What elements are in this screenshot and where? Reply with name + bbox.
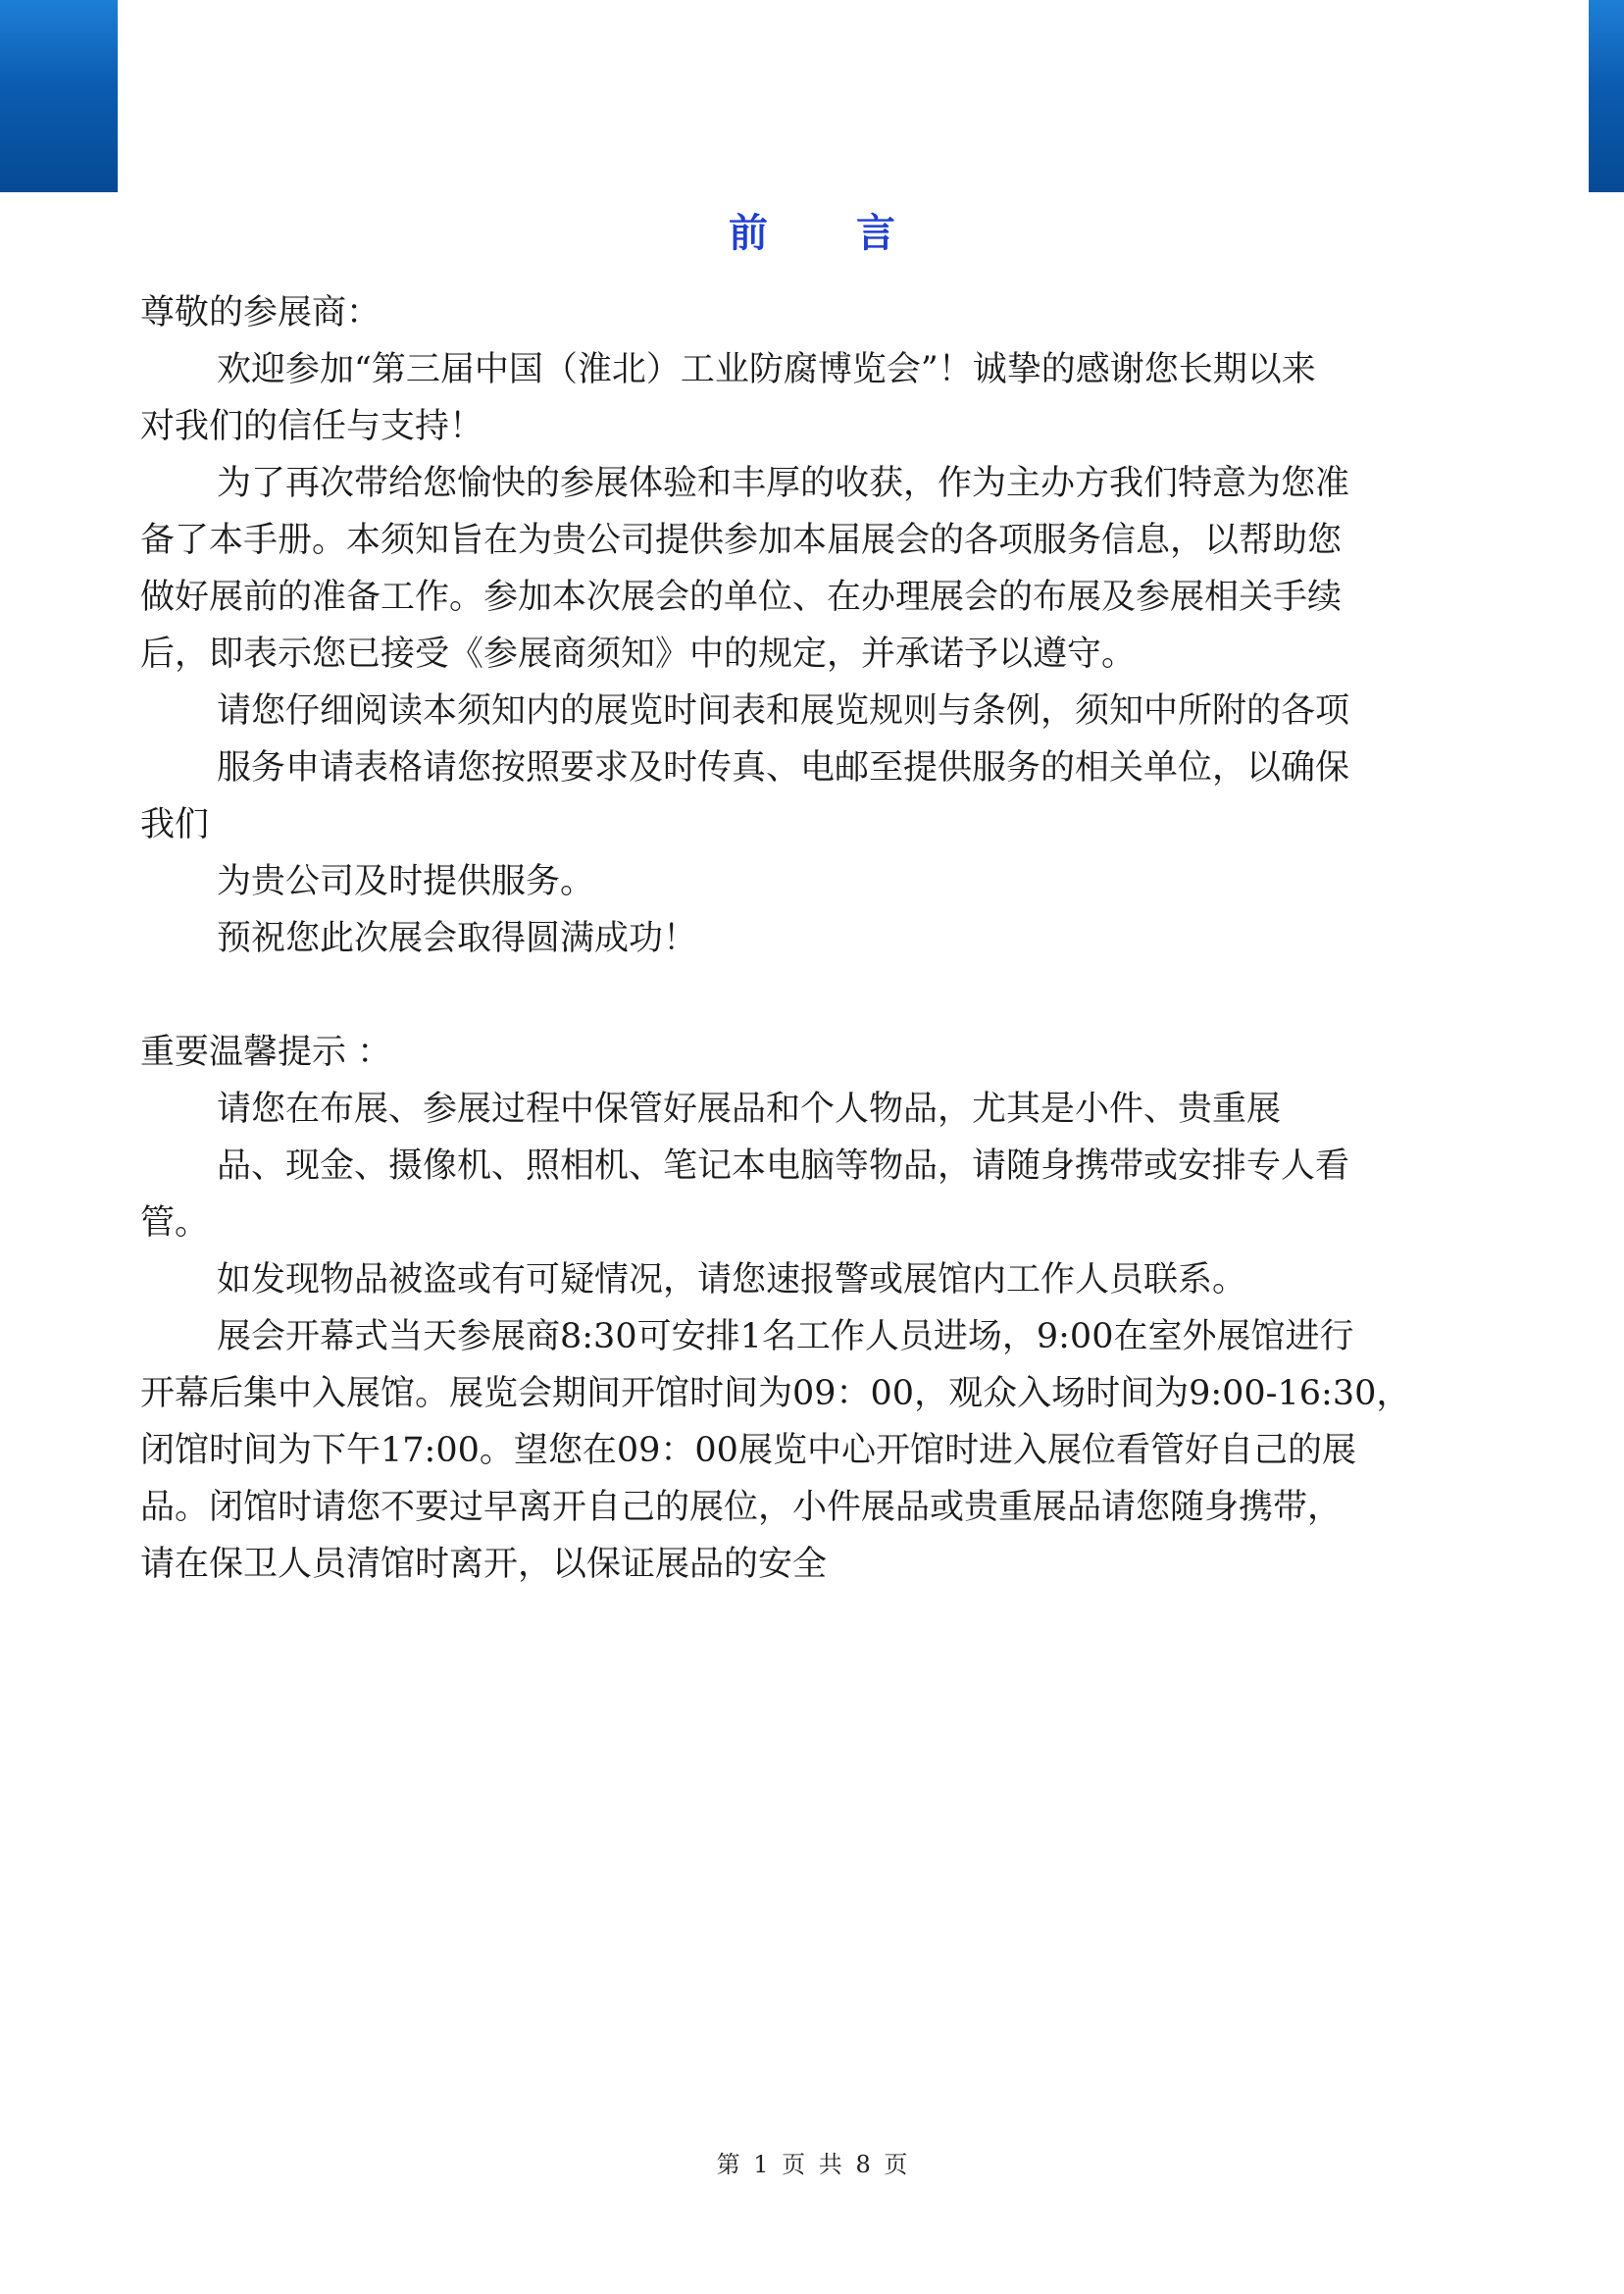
page-number: 第 1 页 共 8 页 xyxy=(716,2151,908,2178)
header-accent-right xyxy=(1589,0,1624,192)
paragraph-line: 备了本手册。本须知旨在为贵公司提供参加本届展会的各项服务信息，以帮助您 xyxy=(140,521,1343,560)
tips-line: 开幕后集中入展馆。展览会期间开馆时间为09：00，观众入场时间为9:00-16:30， xyxy=(140,1374,1411,1413)
tips-line: 如发现物品被盗或有可疑情况，请您速报警或展馆内工作人员联系。 xyxy=(217,1260,1247,1300)
paragraph-line: 请您仔细阅读本须知内的展览时间表和展览规则与条例，须知中所附的各项 xyxy=(217,691,1350,731)
greeting: 尊敬的参展商： xyxy=(140,293,381,332)
tips-line: 请在保卫人员清馆时离开，以保证展品的安全 xyxy=(140,1545,828,1584)
tips-line: 管。 xyxy=(140,1203,210,1243)
page-title: 前 言 xyxy=(729,210,933,256)
tips-heading: 重要温馨提示 ： xyxy=(140,1033,392,1072)
paragraph-line: 服务申请表格请您按照要求及时传真、电邮至提供服务的相关单位，以确保 xyxy=(217,748,1350,788)
spacer xyxy=(140,967,1494,1024)
paragraph-line: 我们 xyxy=(140,805,210,844)
paragraph-line: 欢迎参加“第三届中国（淮北）工业防腐博览会”！诚挚的感谢您长期以来 xyxy=(217,350,1316,389)
paragraph-line: 为贵公司及时提供服务。 xyxy=(217,862,595,901)
paragraph-line: 后，即表示您已接受《参展商须知》中的规定，并承诺予以遵守。 xyxy=(140,635,1137,674)
document-body xyxy=(140,284,1494,1593)
tips-line: 闭馆时间为下午17:00。望您在09：00展览中心开馆时进入展位看管好自己的展 xyxy=(140,1431,1356,1470)
paragraph-line: 做好展前的准备工作。参加本次展会的单位、在办理展会的布展及参展相关手续 xyxy=(140,578,1343,617)
paragraph-line: 对我们的信任与支持！ xyxy=(140,407,484,446)
tips-line: 品。闭馆时请您不要过早离开自己的展位，小件展品或贵重展品请您随身携带， xyxy=(140,1488,1343,1527)
header-accent-left xyxy=(0,0,118,192)
paragraph-line: 预祝您此次展会取得圆满成功！ xyxy=(217,919,698,958)
tips-line: 展会开幕式当天参展商8:30可安排1名工作人员进场，9:00在室外展馆进行 xyxy=(217,1317,1354,1356)
tips-line: 请您在布展、参展过程中保管好展品和个人物品，尤其是小件、贵重展 xyxy=(217,1090,1282,1129)
tips-line: 品、现金、摄像机、照相机、笔记本电脑等物品，请随身携带或安排专人看 xyxy=(217,1147,1350,1186)
paragraph-line: 为了再次带给您愉快的参展体验和丰厚的收获，作为主办方我们特意为您准 xyxy=(217,464,1350,503)
